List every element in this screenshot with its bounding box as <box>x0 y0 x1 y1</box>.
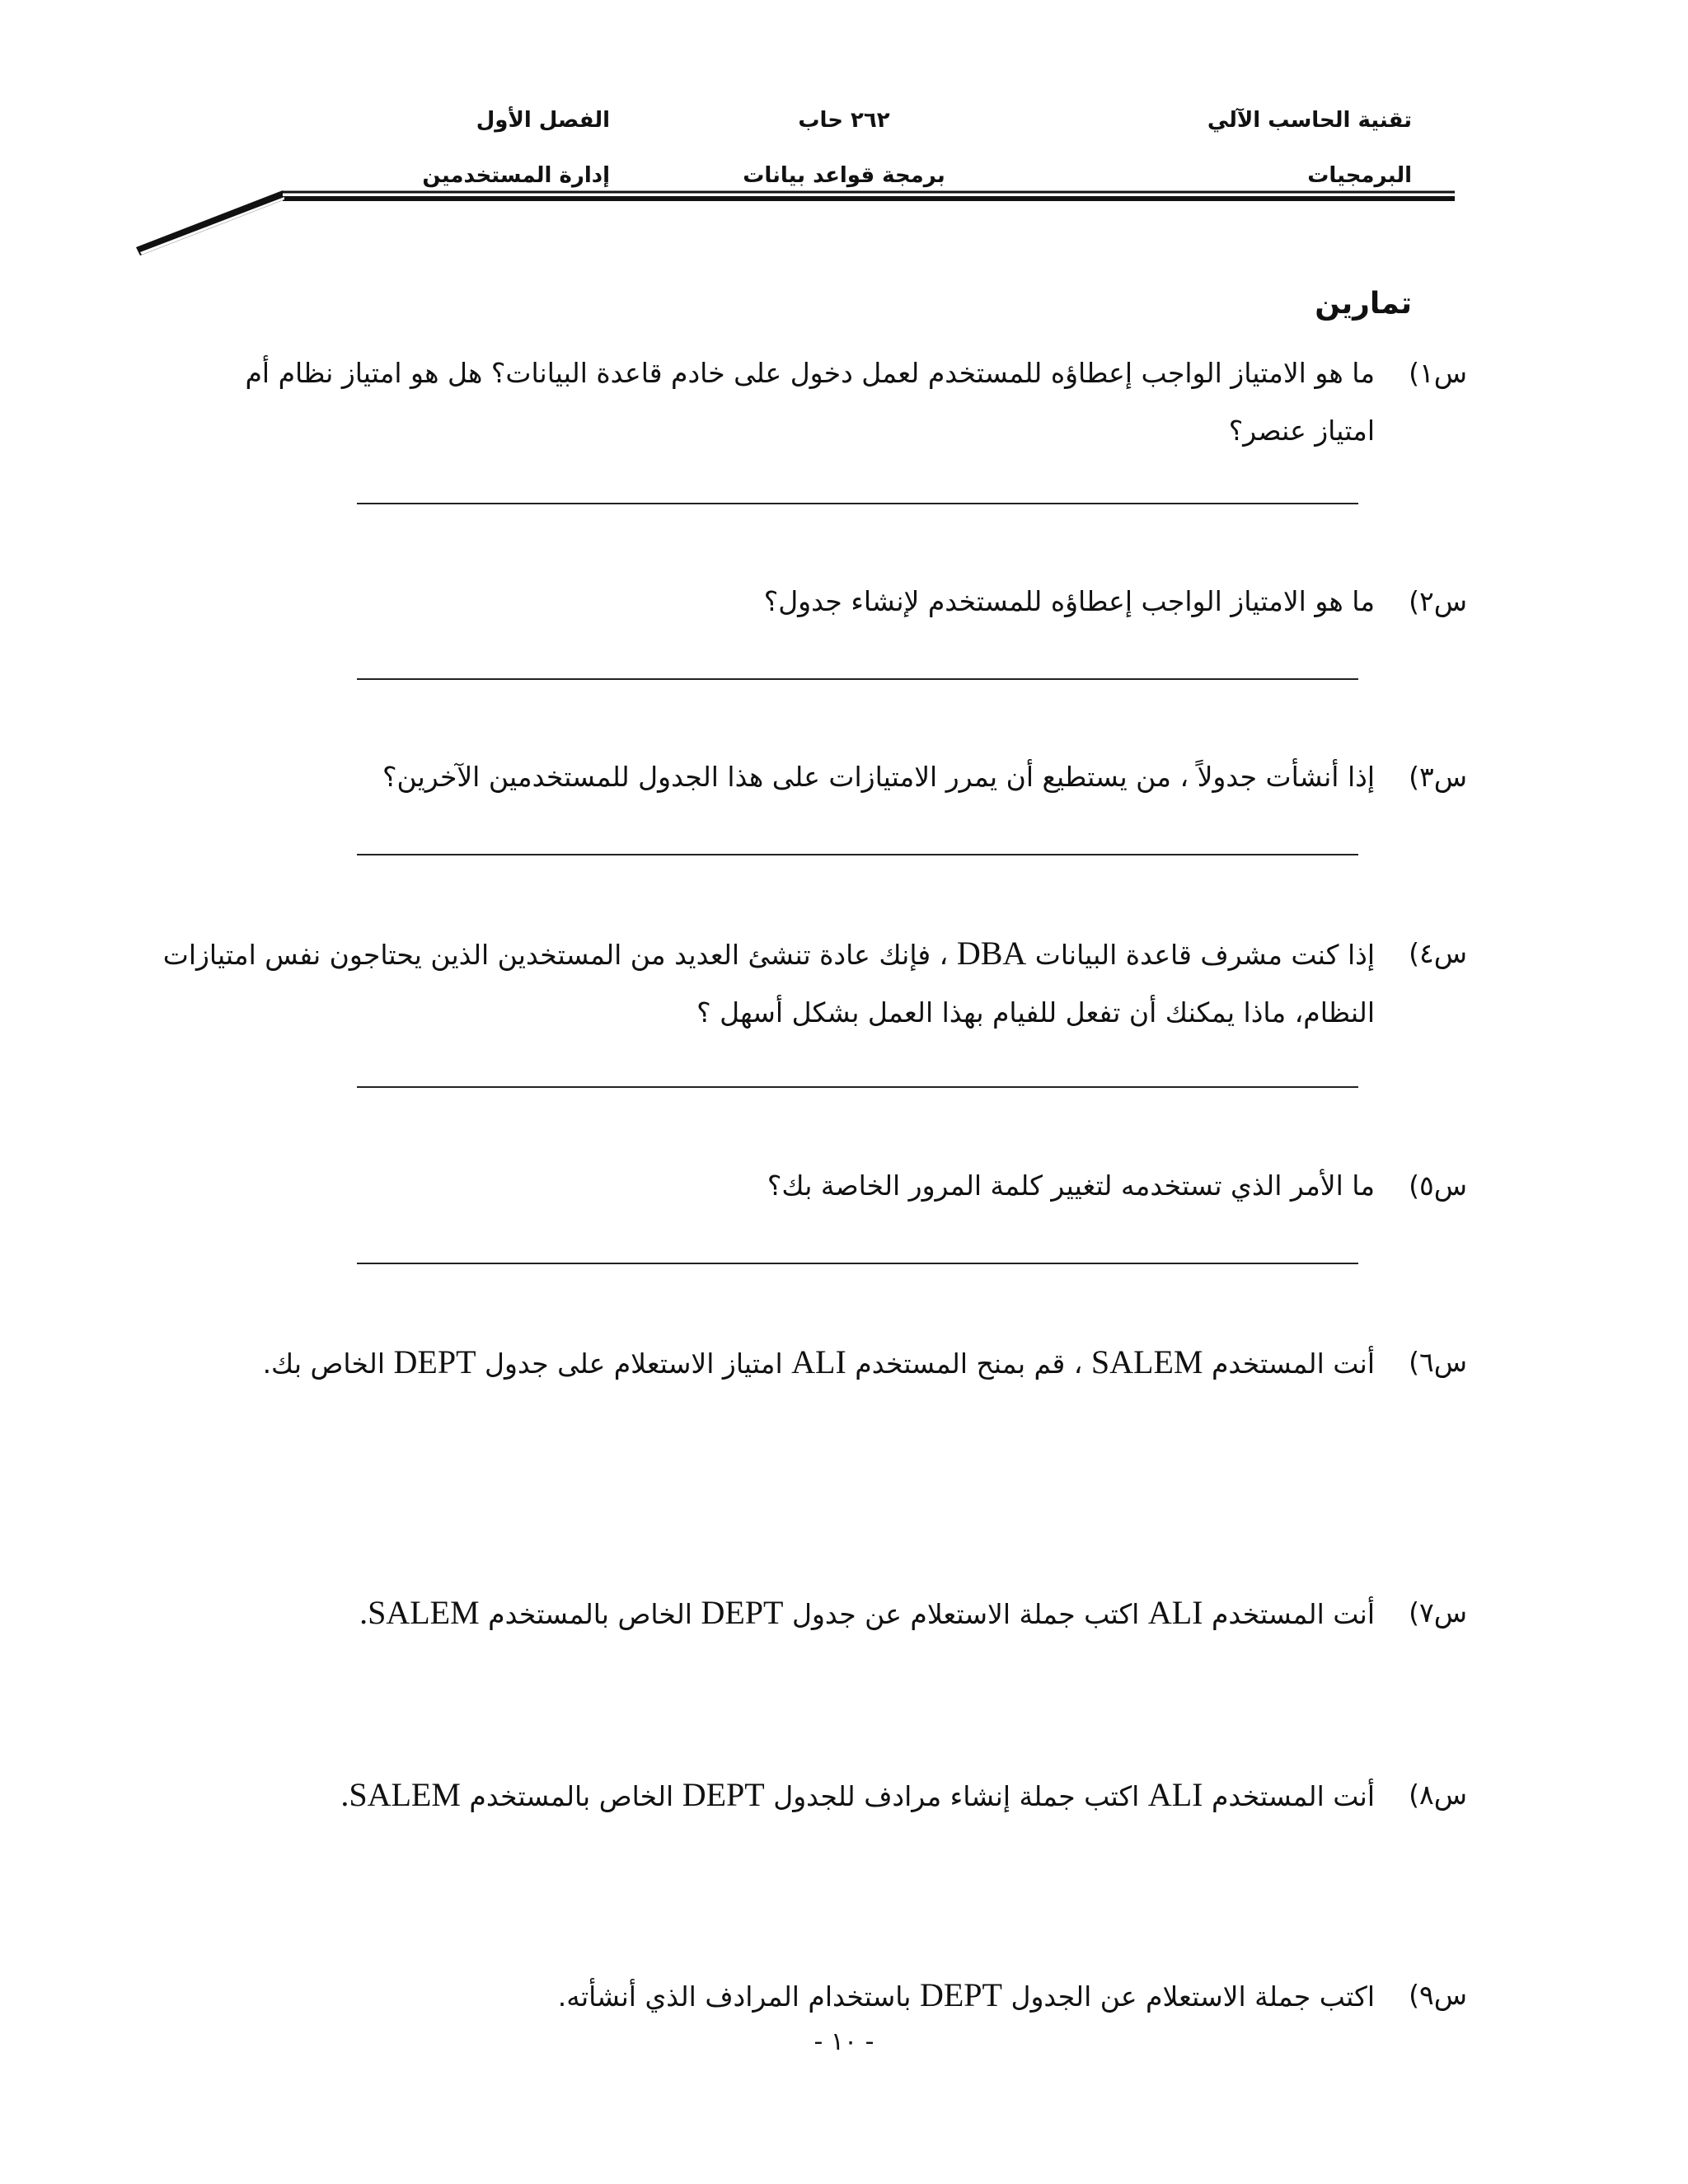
text-segment: الخاص بك. <box>262 1347 386 1380</box>
header-rule <box>0 0 1688 272</box>
text-segment: الخاص بالمستخدم <box>488 1598 692 1630</box>
latin-term: DEPT <box>393 1343 476 1380</box>
header-course-name: برمجة قواعد بيانات <box>743 163 945 188</box>
answer-line <box>357 678 1358 680</box>
header-course-field: تقنية الحاسب الآلي <box>1207 108 1412 133</box>
answer-line <box>357 1263 1358 1264</box>
answer-line <box>357 854 1358 855</box>
question-text: ما هو الامتياز الواجب إعطاؤه للمستخدم لعمل دخول على خادم قاعدة البيانات؟ هل هو امتياز نظام أم امتياز عنصر؟ <box>245 357 1375 447</box>
header-chapter-title: إدارة المستخدمين <box>422 163 610 188</box>
latin-term: SALEM. <box>340 1776 461 1813</box>
question-text: ما الأمر الذي تستخدمه لتغيير كلمة المرور الخاصة بك؟ <box>767 1169 1375 1202</box>
header-specialization: البرمجيات <box>1307 163 1412 188</box>
question-9 <box>204 1966 1467 2026</box>
question-3 <box>204 748 1467 806</box>
question-text <box>148 1584 1375 1643</box>
question-text: إذا أنشأت جدولاً ، من يستطيع أن يمرر الامتيازات على هذا الجدول للمستخدمين الآخرين؟ <box>382 761 1375 793</box>
question-8 <box>148 1766 1467 1825</box>
text-segment: ، قم بمنح المستخدم <box>855 1347 1083 1380</box>
question-text: ما هو الامتياز الواجب إعطاؤه للمستخدم لإنشاء جدول؟ <box>763 585 1375 617</box>
question-7 <box>148 1584 1467 1643</box>
latin-term: DBA <box>956 935 1027 972</box>
latin-term: DEPT <box>919 1976 1002 2013</box>
latin-term: DEPT <box>701 1594 784 1631</box>
question-number: س١) <box>1409 357 1467 389</box>
answer-line <box>357 1086 1358 1088</box>
header-chapter: الفصل الأول <box>476 108 610 133</box>
question-6 <box>138 1333 1467 1393</box>
question-number: س٧) <box>1409 1596 1467 1629</box>
question-2 <box>204 573 1467 630</box>
question-text <box>204 1966 1375 2026</box>
latin-term: ALI <box>1147 1594 1203 1631</box>
question-1 <box>204 344 1467 460</box>
question-number: س٥) <box>1409 1169 1467 1202</box>
latin-term: ALI <box>1147 1776 1203 1813</box>
question-text <box>138 1333 1375 1393</box>
latin-term: ALI <box>791 1343 846 1380</box>
question-number: س٤) <box>1409 937 1467 969</box>
answer-line <box>357 503 1358 504</box>
question-text <box>157 925 1375 1042</box>
question-number: س٦) <box>1409 1346 1467 1378</box>
text-segment: ، فإنك عادة تنشئ العديد من المستخدين الذين يحتاجون نفس امتيازات النظام، ماذا يمكنك أن تفعل للفيام بهذا العمل بشكل أسهل ؟ <box>162 939 1375 1029</box>
latin-term: SALEM <box>1090 1343 1203 1380</box>
text-segment: اكتب جملة الاستعلام عن الجدول <box>1010 1980 1375 2013</box>
question-number: س٣) <box>1409 761 1467 793</box>
text-segment: إذا كنت مشرف قاعدة البيانات <box>1034 939 1375 971</box>
text-segment: أنت المستخدم <box>1212 1598 1375 1630</box>
question-number: س٩) <box>1409 1979 1467 2011</box>
latin-term: DEPT <box>682 1776 765 1813</box>
question-number: س٨) <box>1409 1779 1467 1811</box>
section-title: تمارين <box>1315 287 1412 321</box>
text-segment: أنت المستخدم <box>1212 1780 1375 1812</box>
text-segment: امتياز الاستعلام على جدول <box>485 1347 783 1380</box>
text-segment: باستخدام المرادف الذي أنشأته. <box>557 1980 912 2013</box>
question-text <box>148 1766 1375 1825</box>
question-4 <box>157 925 1467 1042</box>
text-segment: الخاص بالمستخدم <box>469 1780 674 1812</box>
page-number: - ١٠ - <box>814 2027 874 2056</box>
text-segment: اكتب جملة إنشاء مرادف للجدول <box>773 1780 1140 1812</box>
text-segment: اكتب جملة الاستعلام عن جدول <box>791 1598 1140 1630</box>
question-5 <box>204 1157 1467 1215</box>
latin-term: SALEM. <box>359 1594 480 1631</box>
text-segment: أنت المستخدم <box>1212 1347 1375 1380</box>
header-course-code: ٢٦٢ حاب <box>798 108 890 133</box>
question-number: س٢) <box>1409 585 1467 617</box>
